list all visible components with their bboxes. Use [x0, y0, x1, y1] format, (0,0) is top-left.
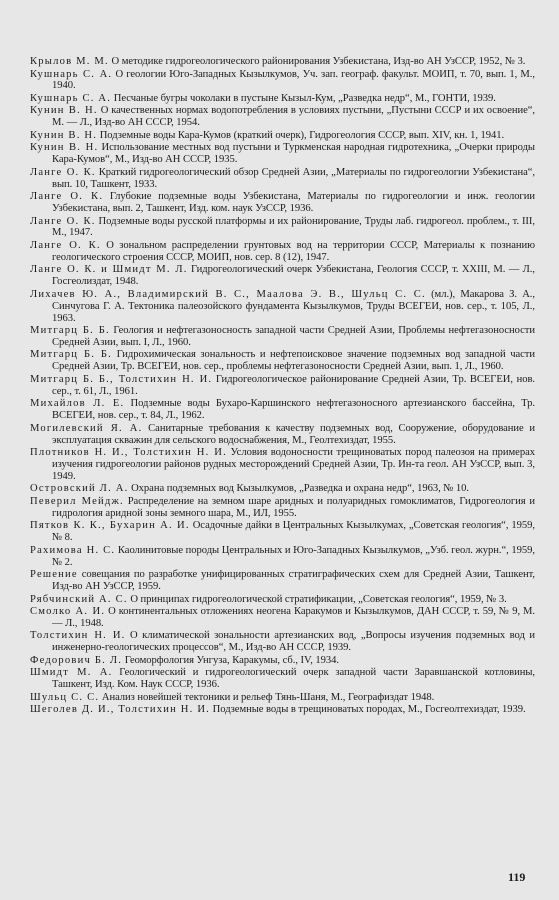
reference-entry	[30, 483, 535, 495]
reference-entry	[30, 142, 535, 166]
reference-text: Песчаные бугры чоколаки в пустыне Кызыл-Кум, „Разведка недр“, М., ГОНТИ, 1939.	[113, 92, 496, 104]
reference-text: Охрана подземных вод Кызылкумов, „Разведка и охрана недр“, 1963, № 10.	[131, 483, 470, 495]
reference-entry	[30, 594, 535, 606]
reference-text: Подземные воды Бухаро-Каршинского нефтегазоносного артезианского бассейна, Тр. ВСЕГЕИ, нов. сер., т. 84, Л., 1962.	[52, 398, 535, 422]
reference-text: Каолинитовые породы Центральных и Юго-Западных Кызылкумов, „Узб. геол. журн.“, 1959, № 2.	[52, 544, 535, 568]
reference-author: Ланге О. К. и Шмидт М. Л.	[30, 264, 188, 276]
reference-text: Подземные воды в трещиноватых породах, М., Госгеолтехиздат, 1939.	[212, 704, 526, 716]
reference-text: Геологический и гидрогеологический очерк западной части Заравшанской котловины, Ташкент, Изд. Ком. Наук СССР, 1936.	[52, 667, 535, 691]
reference-entry	[30, 325, 535, 349]
reference-author: Кушнарь С. А.	[30, 92, 112, 104]
reference-text: Геология и нефтегазоносность западной части Средней Азии, Проблемы нефтегазоносности Средней Азии, вып. I, Л., 1960.	[52, 325, 536, 348]
reference-text: (мл.), Макарова З. А., Синчугова Г. А. Тектоника палеозойского фундамента Кызылкумов, Труды ВСЕГЕИ, нов. сер., т. 105, Л., 1963.	[52, 288, 536, 324]
reference-author: Рябчинский А. С.	[30, 593, 128, 605]
reference-text: О геологии Юго-Западных Кызылкумов, Уч. зап. географ. факульт. МОИП, т. 70, вып. 1, М., 1940.	[52, 68, 535, 92]
reference-entry	[30, 655, 535, 667]
reference-text: Осадочные дайки в Центральных Кызылкумах, „Советская геология“, 1959, № 8.	[52, 520, 535, 544]
reference-entry	[30, 349, 535, 373]
reference-text: Подземные воды Кара-Кумов (краткий очерк), Гидрогеология СССР, вып. XIV, кн. 1, 1941.	[99, 129, 505, 141]
reference-author: Пятков К. К., Бухарин А. И.	[30, 520, 190, 532]
reference-entry	[30, 606, 535, 630]
reference-author: Могилевский Я. А.	[30, 422, 143, 434]
reference-entry	[30, 191, 535, 215]
reference-entry	[30, 374, 535, 398]
reference-text: Использование местных вод пустыни и Туркменская народная гидротехника, „Очерки природы Кара-Кумов“, М., Изд-во АН СССР, 1935.	[52, 142, 535, 166]
reference-text: Гидрогеологический очерк Узбекистана, Геология СССР, т. XXIII, М. — Л., Госгеолиздат, 1948.	[52, 264, 535, 288]
reference-text: Глубокие подземные воды Узбекистана, Материалы по гидрогеологии и инж. геологии Узбекистана, вып. 2, Ташкент, Изд. ком. наук УзССР, 1936.	[52, 191, 535, 215]
reference-text: О принципах гидрогеологической стратификации, „Советская геология“, 1959, № 3.	[130, 593, 507, 605]
reference-entry	[30, 545, 535, 569]
reference-entry	[30, 630, 535, 654]
reference-author: Митгарц Б. Б.	[30, 349, 113, 361]
reference-author: Кушнарь С. А.	[30, 68, 113, 80]
reference-author: Митгарц Б. Б.	[30, 325, 110, 337]
reference-entry	[30, 93, 535, 105]
reference-entry	[30, 520, 535, 544]
reference-author: Смолко А. И.	[30, 606, 106, 618]
reference-entry	[30, 398, 535, 422]
reference-author: Певерил Мейдж.	[30, 495, 124, 507]
reference-author: Крылов М. М.	[30, 56, 109, 67]
reference-author: Федорович Б. Л.	[30, 654, 123, 666]
reference-author: Лихачев Ю. А., Владимирский В. С., Маалова Э. В., Шульц С. С.	[30, 288, 426, 300]
reference-author: Кунин В. Н.	[30, 105, 98, 117]
reference-author: Толстихин Н. И.	[30, 630, 126, 642]
reference-text: Геоморфология Унгуза, Каракумы, сб., IV, 1934.	[124, 654, 340, 666]
reference-author: Кунин В. Н.	[30, 142, 99, 154]
reference-entry	[30, 289, 535, 325]
reference-text: О качественных нормах водопотребления в условиях пустыни, „Пустыни СССР и их освоение“, М. — Л., Изд-во АН СССР, 1954.	[52, 105, 535, 129]
reference-entry	[30, 105, 535, 129]
reference-author: Рахимова Н. С.	[30, 544, 116, 556]
reference-author: Ланге О. К.	[30, 239, 101, 251]
reference-author: Плотников Н. И., Толстихин Н. И.	[30, 447, 227, 459]
reference-text: Гидрохимическая зональность и нефтепоисковое значение подземных вод западной части Средней Азии, Тр. ВСЕГЕИ, нов. сер., проблемы нефтегазоносности Средней Азии, вып. 1, Л., 1960.	[52, 349, 535, 373]
reference-entry	[30, 56, 535, 68]
reference-author: Михайлов Л. Е.	[30, 398, 125, 410]
reference-author: Ланге О. К.	[30, 215, 96, 227]
reference-text: Гидрогеологическое районирование Средней Азии, Тр. ВСЕГЕИ, нов. сер., т. 61, Л., 1961.	[52, 373, 535, 397]
reference-author: Кунин В. Н.	[30, 129, 98, 141]
reference-text: О климатической зональности артезианских вод, „Вопросы изучения подземных вод и инженерно-геологических процессов“, М., Изд-во АН СССР, 1939.	[52, 630, 535, 654]
page-number: 119	[508, 870, 526, 884]
reference-author: Митгарц Б. Б., Толстихин Н. И.	[30, 373, 213, 385]
reference-text: совещания по разработке унифицированных стратиграфических схем для Средней Азии, Ташкент, Изд-во АН УзССР, 1959.	[52, 569, 535, 593]
reference-text: Подземные воды русской платформы и их районирование, Труды лаб. гидрогеол. проблем., т. III, М., 1947.	[52, 215, 535, 239]
reference-entry	[30, 704, 535, 716]
reference-entry	[30, 167, 535, 191]
reference-entry	[30, 496, 535, 520]
reference-entry	[30, 216, 535, 240]
reference-author: Решение	[30, 569, 78, 581]
reference-text: Условия водоносности трещиноватых пород палеозоя на примерах изучения гидрогеологии районов рудных месторождений Средней Азии, Тр. Ин-та геол. АН УзССР, вып. 3, 1949.	[52, 447, 535, 482]
reference-author: Шмидт М. А.	[30, 667, 113, 679]
reference-text: Анализ новейшей тектоники и рельеф Тянь-Шаня, М., Географиздат 1948.	[101, 691, 435, 703]
reference-entry	[30, 240, 535, 264]
reference-entry	[30, 69, 535, 93]
reference-entry	[30, 447, 535, 483]
reference-text: О континентальных отложениях неогена Каракумов и Кызылкумов, ДАН СССР, т. 59, № 9, М. — Л., 1948.	[52, 606, 535, 629]
reference-entry	[30, 264, 535, 288]
reference-text: О методике гидрогеологического районирования Узбекистана, Изд-во АН УзССР, 1952, № 3.	[111, 56, 526, 67]
reference-entry	[30, 423, 535, 447]
reference-list	[30, 56, 535, 717]
reference-entry	[30, 130, 535, 142]
reference-author: Островский Л. А.	[30, 483, 129, 495]
reference-text: О зональном распределении грунтовых вод на территории СССР, Материалы к познанию геологического строения СССР, МОИП, нов. сер. 8 (12), 1947.	[52, 239, 535, 263]
reference-entry	[30, 569, 535, 593]
reference-author: Ланге О. К.	[30, 191, 104, 203]
reference-entry	[30, 667, 535, 691]
reference-author: Шульц С. С.	[30, 691, 100, 703]
reference-author: Ланге О. К.	[30, 166, 96, 178]
reference-entry	[30, 692, 535, 704]
reference-text: Санитарные требования к качеству подземных вод, Сооружение, оборудование и эксплуатация скважин для сельского водоснабжения, М., Геолтехиздат, 1955.	[52, 422, 535, 446]
reference-text: Краткий гидрогеологический обзор Средней Азии, „Материалы по гидрогеологии Узбекистана“, вып. 10, Ташкент, 1933.	[52, 166, 535, 190]
reference-author: Шеголев Д. И., Толстихин Н. И.	[30, 704, 211, 716]
reference-text: Распределение на земном шаре аридных и полуаридных гомоклиматов, Гидрогеология и гидрология аридной зоны земного шара, М., ИЛ, 1955.	[52, 495, 535, 519]
